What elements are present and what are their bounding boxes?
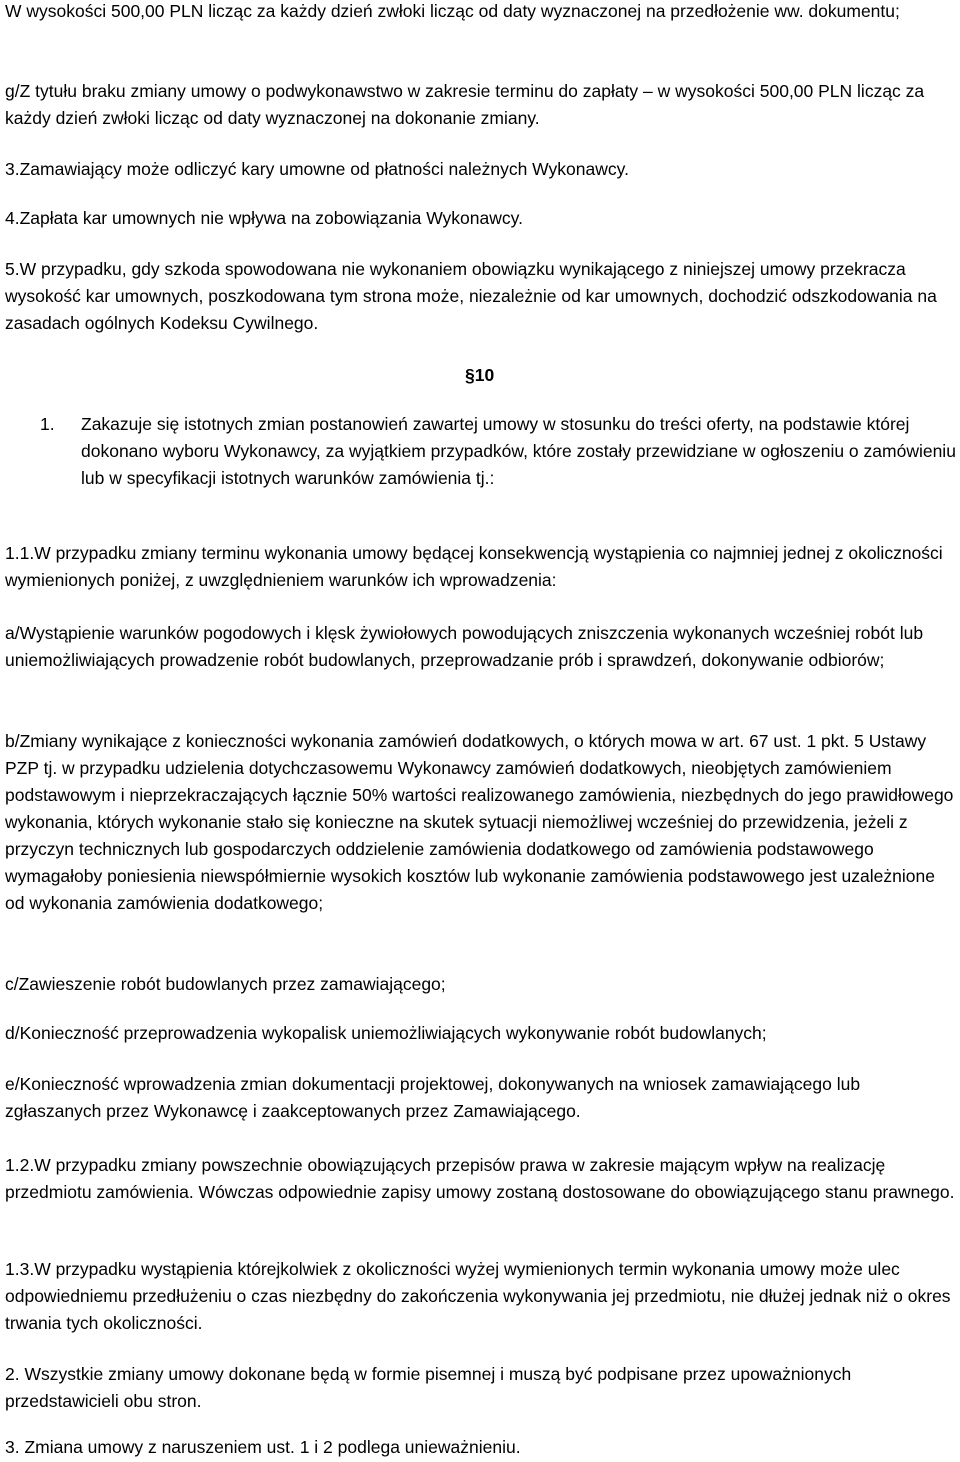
paragraph-a: a/Wystąpienie warunków pogodowych i klęsk żywiołowych powodujących zniszczenia wykonanych wcześniej robót lub uniemożliwiających prowadzenie robót budowlanych, przeprowadzanie prób i sprawdzeń, dokonywanie odbiorów; — [5, 623, 924, 670]
paragraph-intro: W wysokości 500,00 PLN licząc za każdy dzień zwłoki licząc od daty wyznaczonej na przedłożenie ww. dokumentu; — [5, 1, 900, 21]
paragraph-1-3: 1.3.W przypadku wystąpienia którejkolwiek z okoliczności wyżej wymienionych termin wykonania umowy może ulec odpowiedniemu przedłużeniu o czas niezbędny do zakończenia wykonywania jej przedmiotu, nie dłużej jednak niż o okres trwania tych okoliczności. — [5, 1259, 951, 1333]
paragraph-4: 4.Zapłata kar umownych nie wpływa na zobowiązania Wykonawcy. — [5, 208, 523, 228]
section-heading: §10 — [465, 365, 495, 385]
paragraph-1-1: 1.1.W przypadku zmiany terminu wykonania umowy będącej konsekwencją wystąpienia co najmniej jednej z okoliczności wymienionych poniżej, z uwzględnieniem warunków ich wprowadzenia: — [5, 543, 943, 590]
paragraph-g: g/Z tytułu braku zmiany umowy o podwykonawstwo w zakresie terminu do zapłaty – w wysokości 500,00 PLN licząc za każdy dzień zwłoki licząc od daty wyznaczonej na dokonanie zmiany. — [5, 81, 925, 128]
paragraph-5: 5.W przypadku, gdy szkoda spowodowana nie wykonaniem obowiązku wynikającego z niniejszej umowy przekracza wysokość kar umownych, poszkodowana tym strona może, niezależnie od kar umownych, dochodzić odszkodowania na zasadach ogólnych Kodeksu Cywilnego. — [5, 259, 937, 333]
paragraph-3: 3.Zamawiający może odliczyć kary umowne od płatności należnych Wykonawcy. — [5, 159, 629, 179]
paragraph-b: b/Zmiany wynikające z konieczności wykonania zamówień dodatkowych, o których mowa w art. 67 ust. 1 pkt. 5 Ustawy PZP tj. w przypadku udzielenia dotychczasowemu Wykonawcy zamówień dodatkowych, nieobjętych zamówieniem podstawowym i nieprzekraczających łącznie 50% wartości realizowanego zamówienia, niezbędnych do jego prawidłowego wykonania, których wykonanie stało się konieczne na skutek sytuacji niemożliwej wcześniej do przewidzenia, jeżeli z przyczyn technicznych lub gospodarczych oddzielenie zamówienia dodatkowego od zamówienia podstawowego wymagałoby poniesienia niewspółmiernie wysokich kosztów lub wykonanie zamówienia podstawowego jest uzależnione od wykonania zamówienia dodatkowego; — [5, 731, 954, 913]
paragraph-e: e/Konieczność wprowadzenia zmian dokumentacji projektowej, dokonywanych na wniosek zamawiającego lub zgłaszanych przez Wykonawcę i zaakceptowanych przez Zamawiającego. — [5, 1074, 861, 1121]
paragraph-c: c/Zawieszenie robót budowlanych przez zamawiającego; — [5, 974, 446, 994]
paragraph-d: d/Konieczność przeprowadzenia wykopalisk uniemożliwiających wykonywanie robót budowlanych; — [5, 1023, 767, 1043]
paragraph-3-final: 3. Zmiana umowy z naruszeniem ust. 1 i 2 podlega unieważnieniu. — [5, 1437, 521, 1457]
paragraph-2: 2. Wszystkie zmiany umowy dokonane będą w formie pisemnej i muszą być podpisane przez upoważnionych przedstawicieli obu stron. — [5, 1364, 852, 1411]
list-item-number: 1. — [40, 414, 55, 434]
paragraph-1-2: 1.2.W przypadku zmiany powszechnie obowiązujących przepisów prawa w zakresie mającym wpływ na realizację przedmiotu zamówienia. Wówczas odpowiednie zapisy umowy zostaną dostosowane do obowiązującego stanu prawnego. — [5, 1155, 955, 1202]
list-item-text: Zakazuje się istotnych zmian postanowień zawartej umowy w stosunku do treści oferty, na podstawie której dokonano wyboru Wykonawcy, za wyjątkiem przypadków, które zostały przewidziane w ogłoszeniu o zamówieniu lub w specyfikacji istotnych warunków zamówienia tj.: — [81, 414, 956, 488]
